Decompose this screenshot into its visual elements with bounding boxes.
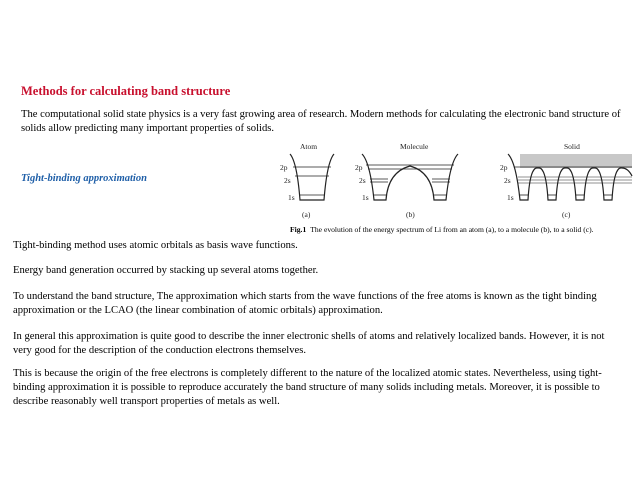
tight-binding-subheading: Tight-binding approximation [21,173,147,184]
solid-title: Solid [564,142,580,151]
paragraph-limitations: In general this approximation is quite good to describe the inner electronic shells of atoms and relatively localized bands. However, it is not very good for the description of the conduction electrons themselves. [13,331,605,356]
section-title: Methods for calculating band structure [21,84,231,98]
molecule-panel [355,142,458,219]
atom-level-1s: 1s [288,193,295,202]
solid-tag: (c) [562,210,571,219]
conduction-band-fill [520,154,632,168]
molecule-level-2s: 2s [359,176,366,185]
atom-level-2p: 2p [280,163,288,172]
solid-level-2s: 2s [504,176,511,185]
paragraph-lcao: To understand the band structure, The approximation which starts from the wave functions of the free atoms is known as the tight binding approximation or the LCAO (the linear combination of atomic orbitals) approximation. [13,291,597,316]
paragraph-basis-functions: Tight-binding method uses atomic orbitals as basis wave functions. [13,240,298,251]
molecule-level-1s: 1s [362,193,369,202]
molecule-title: Molecule [400,142,429,151]
solid-level-2p: 2p [500,163,508,172]
atom-level-2s: 2s [284,176,291,185]
molecule-tag: (b) [406,210,415,219]
atom-tag: (a) [302,210,311,219]
figure-caption [290,225,594,234]
solid-level-1s: 1s [507,193,514,202]
molecule-level-2p: 2p [355,163,363,172]
solid-panel [500,142,632,219]
paragraph-band-generation: Energy band generation occurred by stacking up several atoms together. [13,265,319,276]
figure-caption-label: Fig.1 [290,225,307,234]
atom-title: Atom [300,142,318,151]
paragraph-free-electrons: This is because the origin of the free electrons is completely different to the nature of the localized atomic states. Nevertheless, using tight-binding approximation it is possible to reproduce accurately the band structure of many solids including metals. Moreover, it is possible to describe reasonably well transport properties of metals as well. [13,368,602,407]
figure-caption-text: The evolution of the energy spectrum of Li from an atom (a), to a molecule (b), to a solid (c). [310,225,594,234]
atom-panel [280,142,334,219]
energy-spectrum-diagram [262,140,634,226]
intro-paragraph: The computational solid state physics is a very fast growing area of research. Modern methods for calculating the electronic band structure of solids allow predicting many important properties of solids. [21,109,621,134]
